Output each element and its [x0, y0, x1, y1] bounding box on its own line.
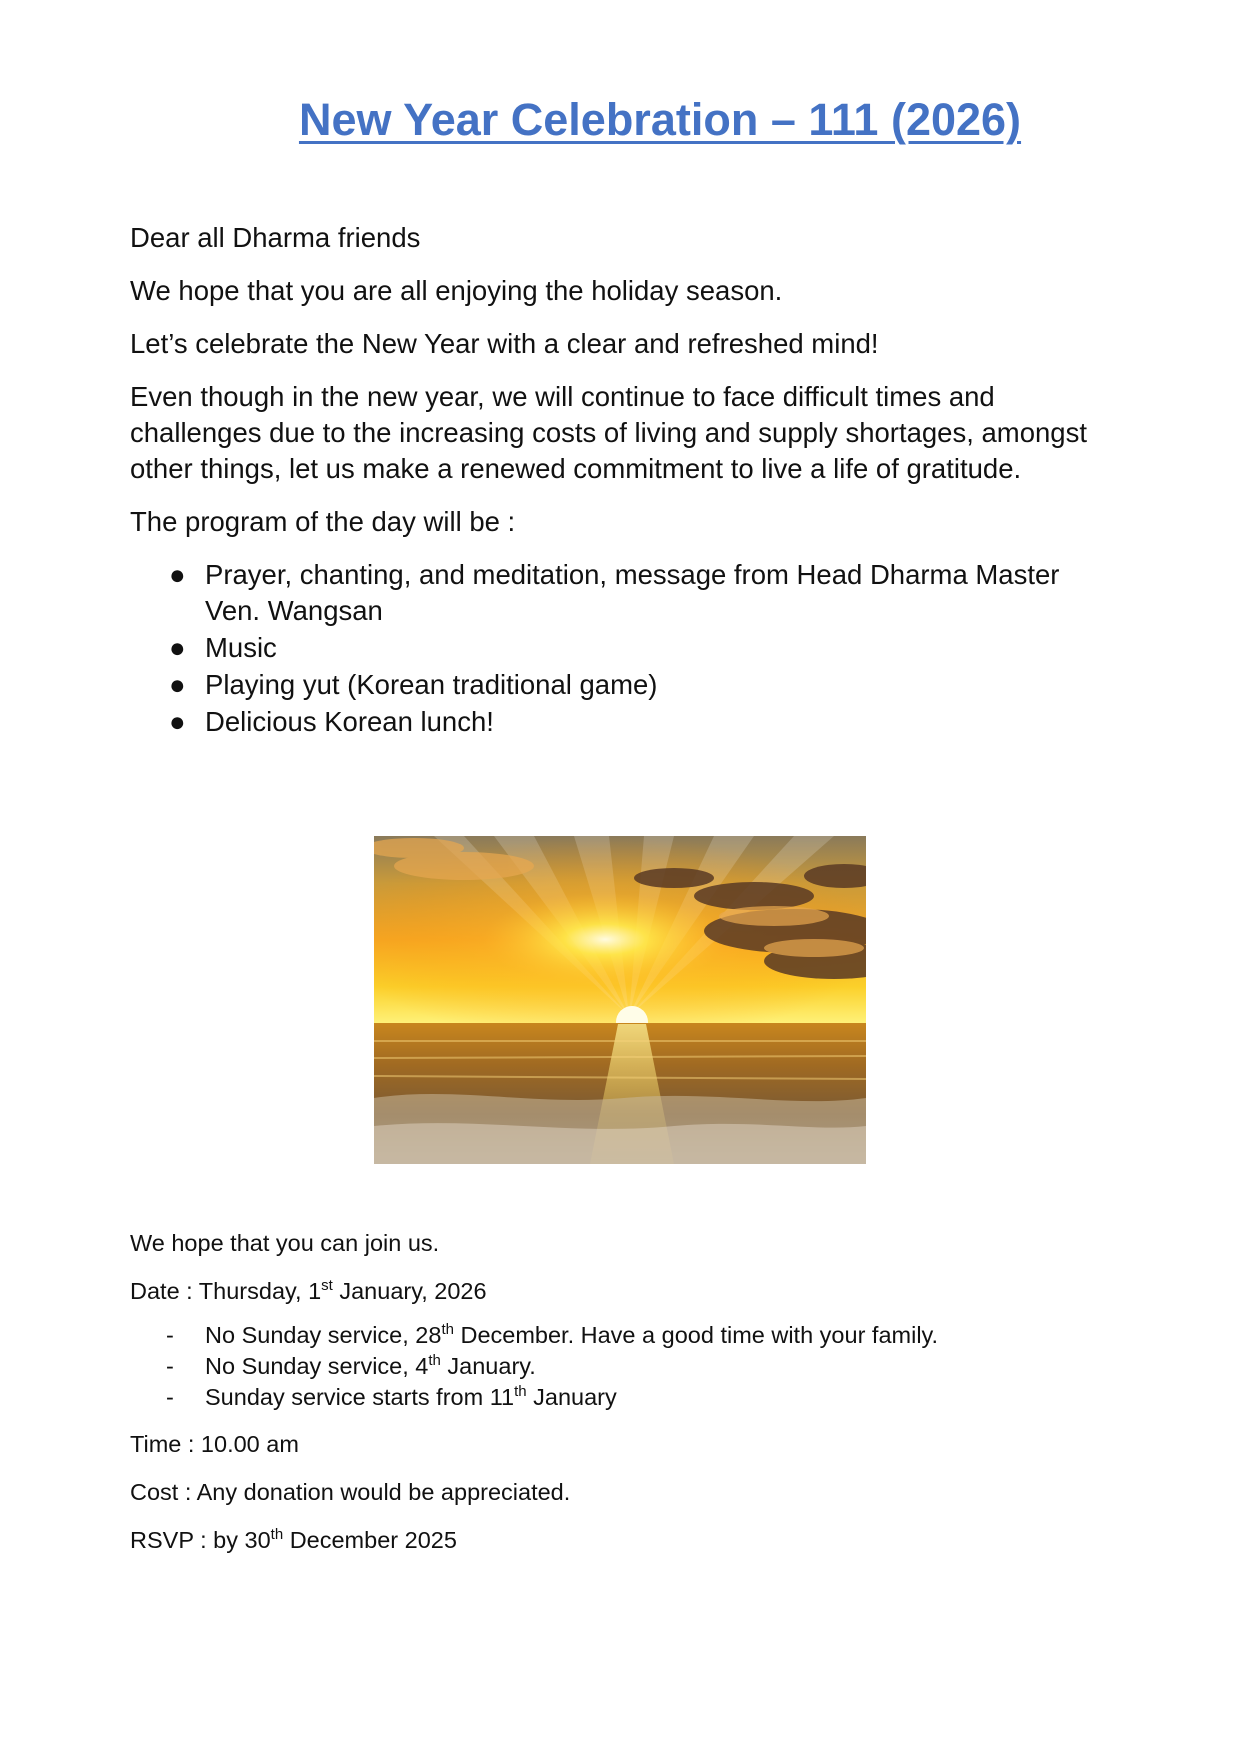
service-note: - No Sunday service, 4th January. — [130, 1351, 1090, 1382]
program-item: ● Music — [130, 630, 1090, 666]
sunset-photo — [374, 836, 866, 1164]
program-item: ● Delicious Korean lunch! — [130, 704, 1090, 740]
intro-line-1: We hope that you are all enjoying the holiday season. — [130, 275, 783, 306]
join-text: We hope that you can join us. — [130, 1230, 440, 1256]
page-title: New Year Celebration – 111 (2026) — [298, 94, 1022, 145]
service-notes — [130, 1320, 1090, 1413]
program-heading: The program of the day will be : — [130, 506, 516, 537]
dash-icon: - — [166, 1353, 174, 1379]
dash-icon: - — [166, 1322, 174, 1348]
bullet-icon: ● — [169, 669, 186, 700]
time-text: Time : 10.00 am — [130, 1431, 299, 1457]
bullet-icon: ● — [169, 632, 186, 663]
bullet-icon: ● — [169, 706, 186, 737]
date-text: Date : Thursday, 1st January, 2026 — [130, 1277, 487, 1304]
intro-section — [130, 220, 1090, 741]
dash-icon: - — [166, 1384, 174, 1410]
rsvp-text: RSVP : by 30th December 2025 — [130, 1526, 457, 1553]
service-note: - Sunday service starts from 11th January — [130, 1382, 1090, 1413]
intro-line-2: Let’s celebrate the New Year with a clear and refreshed mind! — [130, 328, 879, 359]
cost-text: Cost : Any donation would be appreciated. — [130, 1479, 571, 1505]
program-item: ● Prayer, chanting, and meditation, message from Head Dharma Master Ven. Wangsan — [169, 559, 1060, 626]
service-note: - No Sunday service, 28th December. Have a good time with your family. — [130, 1320, 1090, 1351]
greeting: Dear all Dharma friends — [130, 222, 421, 253]
program-item: ● Playing yut (Korean traditional game) — [130, 667, 1090, 703]
program-list — [130, 557, 1090, 740]
bullet-icon: ● — [169, 559, 186, 590]
details-section — [130, 1228, 1090, 1573]
intro-line-3: Even though in the new year, we will continue to face difficult times and challenges due to the increasing costs of living and supply shortages, amongst other things, let us make a renewed commitment to live a life of gratitude. — [130, 381, 1087, 484]
